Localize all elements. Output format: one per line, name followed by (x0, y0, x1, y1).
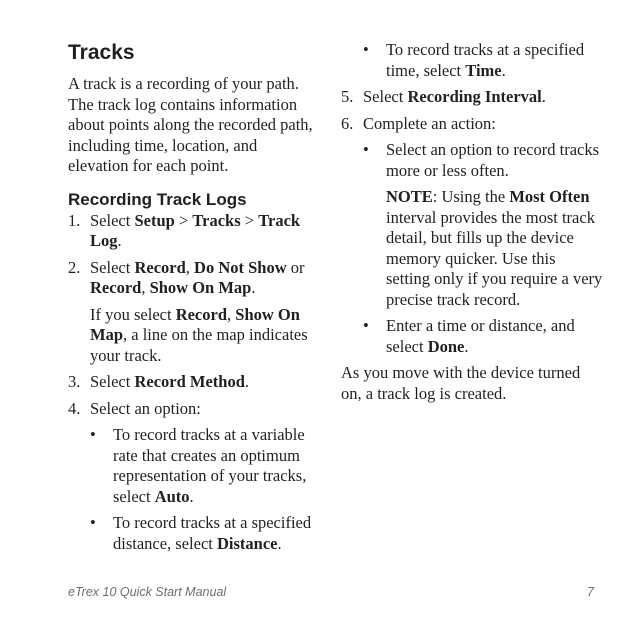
option-record: Record (175, 304, 228, 324)
step-4 (68, 399, 320, 420)
option-recording-interval: Recording Interval (407, 87, 542, 106)
bullet-text: To record tracks at a specified distance, select (113, 513, 312, 553)
option-record: Record (134, 257, 186, 277)
subsection-heading: Recording Track Logs (68, 189, 247, 209)
note-text: : Using the (432, 187, 510, 206)
step-number: 2. (68, 257, 81, 277)
option-record: Record (90, 278, 142, 297)
option-do-not-show: Do Not Show (194, 257, 287, 277)
left-column (68, 40, 320, 560)
bullet-time (341, 40, 603, 81)
step-text: > (174, 210, 193, 230)
step-number: 1. (68, 210, 81, 230)
option-most-often: Most Often (509, 187, 590, 206)
bullet-text: . (501, 60, 506, 80)
option-show-on-map: Show On Map (90, 304, 300, 344)
bullet-text: Select an option to record tracks more or less often. (386, 140, 600, 180)
option-record-method: Record Method (134, 372, 245, 391)
note-text: , a line on the map indicates your track. (90, 325, 308, 365)
bullet-text: To record tracks at a specified time, select (386, 40, 585, 80)
step-number: 3. (68, 372, 81, 391)
section-heading: Tracks (68, 41, 135, 64)
step-text: Select (90, 372, 135, 391)
step-number: 6. (341, 113, 354, 133)
step-text: Select (90, 257, 135, 277)
menu-tracks: Tracks (192, 210, 241, 230)
bullet-dot: • (363, 316, 369, 335)
menu-setup: Setup (134, 210, 175, 230)
option-distance: Distance (217, 533, 278, 553)
note-text: interval provides the most track detail, but fills up the device memory quicker. Use this setting only if you require a very precise track record. (386, 207, 603, 309)
bullet-text: . (189, 486, 194, 506)
bullet-dot: • (363, 140, 369, 159)
bullet-dot: • (363, 40, 369, 59)
option-auto: Auto (154, 486, 190, 506)
option-show-on-map: Show On Map (149, 278, 252, 297)
step-5 (341, 87, 603, 108)
bullet-dot: • (90, 513, 96, 532)
step-number: 4. (68, 398, 81, 418)
menu-track-log: Track Log (90, 210, 301, 250)
bullet-text: Enter a time or distance, and select (386, 316, 575, 356)
step-1 (68, 211, 320, 252)
step-text: Select (90, 210, 135, 230)
footer-page-number: 7 (587, 585, 594, 599)
step-text: > (240, 210, 259, 230)
bullet-text: To record tracks at a variable rate that creates an optimum representation of your tracks, select (113, 425, 307, 506)
step-text: Select (363, 87, 408, 106)
intro-paragraph: A track is a recording of your path. The track log contains information about points along the recorded path, including time, location, and elevation for each point. (68, 74, 313, 175)
bullet-text: . (277, 533, 282, 553)
bullet-dot: • (90, 425, 96, 444)
footer-manual-title: eTrex 10 Quick Start Manual (68, 585, 227, 599)
note-block (341, 187, 603, 310)
right-column (341, 40, 603, 410)
step-6 (341, 114, 603, 135)
option-time: Time (465, 60, 502, 80)
note-text: If you select (90, 304, 176, 324)
step-text: , (141, 278, 150, 297)
step-text: . (117, 231, 122, 250)
bullet-auto (68, 425, 320, 507)
bullet-record-often (341, 140, 603, 181)
closing-paragraph: As you move with the device turned on, a track log is created. (341, 363, 581, 403)
note-label: NOTE (386, 187, 433, 206)
step-text: . (541, 87, 546, 106)
step-text: Complete an action: (363, 113, 496, 133)
note-text: , (227, 304, 236, 324)
step-text: . (251, 278, 256, 297)
bullet-text: . (464, 336, 469, 356)
bullet-enter-time (341, 316, 603, 357)
step-3 (68, 372, 320, 393)
step-number: 5. (341, 87, 354, 106)
bullet-distance (68, 513, 320, 554)
step-text: Select an option: (90, 398, 201, 418)
step-2 (68, 258, 320, 299)
option-done: Done (427, 336, 465, 356)
step-2-note (68, 305, 320, 367)
step-text: , (185, 257, 195, 277)
step-text: or (286, 257, 305, 277)
step-text: . (244, 372, 250, 391)
